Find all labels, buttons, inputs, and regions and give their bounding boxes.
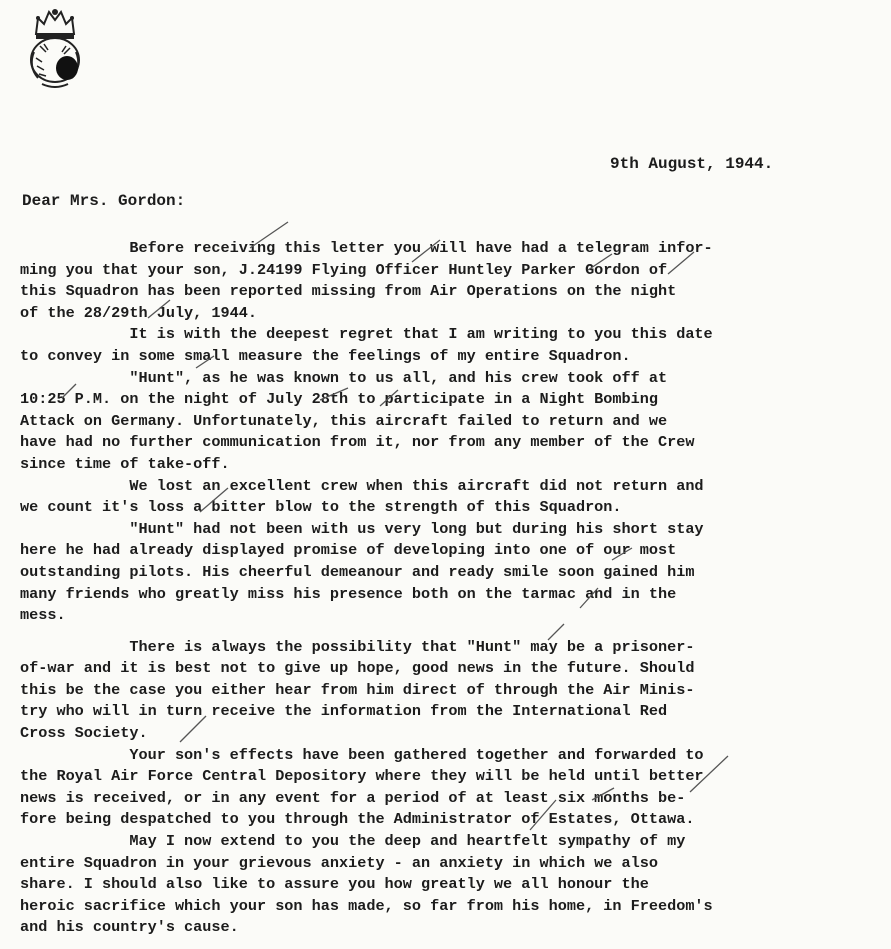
letter-line: of-war and it is best not to give up hope, good news in the future. Should <box>20 659 695 678</box>
letter-line: and his country's cause. <box>20 918 239 937</box>
letter-line: outstanding pilots. His cheerful demeanour and ready smile soon gained him <box>20 562 695 581</box>
letter-line: since time of take-off. <box>20 454 230 473</box>
letter-date: 9th August, 1944. <box>610 155 774 173</box>
royal-crest-icon <box>22 6 88 88</box>
letter-line: news is received, or in any event for a period of at least six months be- <box>20 788 686 807</box>
letter-line: have had no further communication from it, nor from any member of the Crew <box>20 433 695 452</box>
letter-body <box>20 238 840 939</box>
letter-line: we count it's loss a bitter blow to the strength of this Squadron. <box>20 498 622 517</box>
letter-line: "Hunt" had not been with us very long but during his short stay <box>20 519 704 538</box>
letter-line: There is always the possibility that "Hunt" may be a prisoner- <box>20 637 695 656</box>
letter-line: this be the case you either hear from him direct of through the Air Minis- <box>20 680 695 699</box>
letter-line: share. I should also like to assure you how greatly we all honour the <box>20 875 649 894</box>
letter-line: here he had already displayed promise of developing into one of our most <box>20 541 677 560</box>
letter-line: entire Squadron in your grievous anxiety - an anxiety in which we also <box>20 853 658 872</box>
letter-line: fore being despatched to you through the Administrator of Estates, Ottawa. <box>20 810 695 829</box>
letter-line: try who will in turn receive the information from the International Red <box>20 702 668 721</box>
letter-line: of the 28/29th July, 1944. <box>20 303 257 322</box>
letter-line: We lost an excellent crew when this aircraft did not return and <box>20 476 704 495</box>
letter-line: many friends who greatly miss his presence both on the tarmac and in the <box>20 584 677 603</box>
letter-line: 10:25 P.M. on the night of July 28th to participate in a Night Bombing <box>20 390 658 409</box>
letter-line: heroic sacrifice which your son has made, so far from his home, in Freedom's <box>20 896 713 915</box>
letter-line: May I now extend to you the deep and heartfelt sympathy of my <box>20 832 686 851</box>
letter-line: It is with the deepest regret that I am writing to you this date <box>20 325 713 344</box>
letter-line: this Squadron has been reported missing from Air Operations on the night <box>20 282 677 301</box>
letter-line <box>20 627 840 637</box>
letter-line: mess. <box>20 606 66 625</box>
letter-line: to convey in some small measure the feelings of my entire Squadron. <box>20 346 631 365</box>
letter-line: the Royal Air Force Central Depository where they will be held until better <box>20 767 704 786</box>
letter-line: Your son's effects have been gathered together and forwarded to <box>20 745 704 764</box>
letter-line: Cross Society. <box>20 724 148 743</box>
letter-line: Before receiving this letter you will have had a telegram infor- <box>20 239 713 257</box>
letter-line: ming you that your son, J.24199 Flying Officer Huntley Parker Gordon of <box>20 260 668 279</box>
letter-salutation: Dear Mrs. Gordon: <box>22 192 186 210</box>
letter-line: "Hunt", as he was known to us all, and his crew took off at <box>20 368 668 387</box>
letter-line: Attack on Germany. Unfortunately, this aircraft failed to return and we <box>20 411 668 430</box>
